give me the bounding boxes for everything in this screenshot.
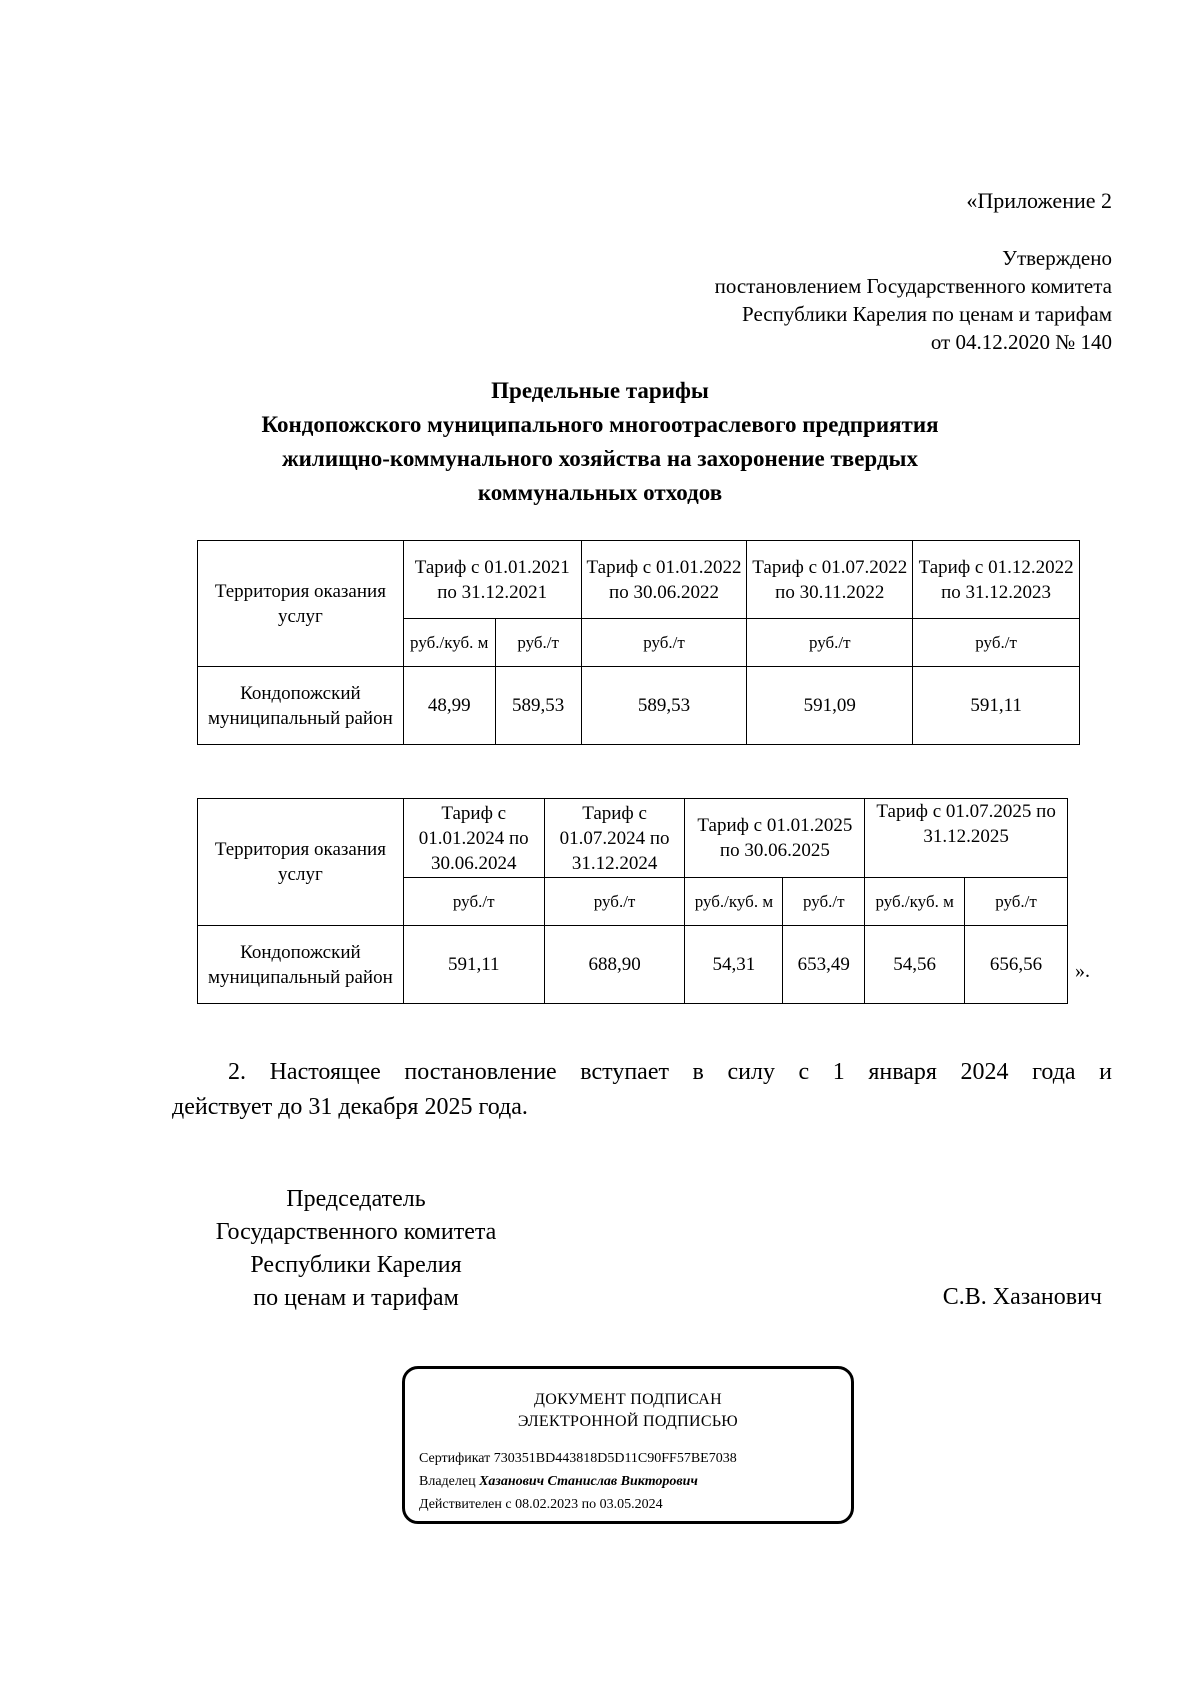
territory-header: Территория оказания услуг [198, 541, 404, 667]
paragraph-line-1: 2. Настоящее постановление вступает в силу с 1 января 2024 года и [228, 1059, 1112, 1085]
unit-header: руб./т [581, 619, 747, 667]
value-cell: 48,99 [403, 667, 495, 745]
closing-quote: ». [1075, 960, 1090, 982]
value-cell: 591,11 [913, 667, 1080, 745]
period-header: Тариф с 01.01.2025 по 30.06.2025 [685, 799, 865, 878]
table-row [198, 926, 1068, 1004]
tariff-table-1 [197, 540, 1080, 745]
stamp-owner-line [419, 1470, 851, 1493]
unit-header: руб./т [913, 619, 1080, 667]
unit-header: руб./куб. м [685, 878, 783, 926]
document-title [0, 374, 1200, 510]
period-header: Тариф с 01.12.2022 по 31.12.2023 [913, 541, 1080, 619]
approval-line-1: Утверждено [1002, 246, 1112, 270]
title-line-3: жилищно-коммунального хозяйства на захоронение твердых [282, 446, 918, 471]
value-cell: 589,53 [581, 667, 747, 745]
valid-from-value: 08.02.2023 [515, 1497, 579, 1512]
period-header: Тариф с 01.07.2024 по 31.12.2024 [544, 799, 685, 878]
territory-header: Территория оказания услуг [198, 799, 404, 926]
title-line-2: Кондопожского муниципального многоотраслевого предприятия [261, 412, 939, 437]
signatory-name: С.В. Хазанович [942, 1284, 1102, 1310]
valid-to-value: 03.05.2024 [599, 1497, 663, 1512]
period-header: Тариф с 01.07.2022 по 30.11.2022 [747, 541, 913, 619]
paragraph-2 [172, 1055, 1112, 1125]
period-header: Тариф с 01.01.2022 по 30.06.2022 [581, 541, 747, 619]
appendix-label: «Приложение 2 [966, 188, 1112, 213]
unit-header: руб./т [544, 878, 685, 926]
electronic-signature-stamp [402, 1366, 854, 1524]
approval-block [715, 244, 1112, 356]
value-cell: 653,49 [783, 926, 865, 1004]
value-cell: 54,56 [865, 926, 965, 1004]
unit-header: руб./т [965, 878, 1068, 926]
stamp-validity-line [419, 1493, 851, 1516]
signatory-position [180, 1183, 532, 1315]
period-header: Тариф с 01.01.2021 по 31.12.2021 [403, 541, 581, 619]
territory-cell: Кондопожский муниципальный район [198, 926, 404, 1004]
title-line-4: коммунальных отходов [477, 480, 723, 505]
owner-label: Владелец [419, 1474, 476, 1489]
unit-header: руб./т [495, 619, 581, 667]
stamp-details [419, 1447, 851, 1516]
unit-header: руб./куб. м [865, 878, 965, 926]
stamp-certificate-line [419, 1447, 851, 1470]
position-line-3: Республики Карелия [250, 1252, 462, 1278]
title-line-1: Предельные тарифы [491, 378, 709, 403]
stamp-header [405, 1389, 851, 1433]
certificate-value: 730351BD443818D5D11C90FF57BE7038 [493, 1451, 737, 1466]
value-cell: 591,11 [403, 926, 544, 1004]
unit-header: руб./т [403, 878, 544, 926]
certificate-label: Сертификат [419, 1451, 491, 1466]
unit-header: руб./т [783, 878, 865, 926]
period-header: Тариф с 01.01.2024 по 30.06.2024 [403, 799, 544, 878]
position-line-2: Государственного комитета [215, 1219, 497, 1245]
territory-cell: Кондопожский муниципальный район [198, 667, 404, 745]
valid-from-label: Действителен с [419, 1497, 512, 1512]
stamp-header-line-2: ЭЛЕКТРОННОЙ ПОДПИСЬЮ [517, 1413, 739, 1430]
position-line-1: Председатель [286, 1186, 426, 1212]
unit-header: руб./куб. м [403, 619, 495, 667]
period-header: Тариф с 01.07.2025 по 31.12.2025 [865, 799, 1068, 878]
value-cell: 688,90 [544, 926, 685, 1004]
value-cell: 589,53 [495, 667, 581, 745]
owner-value: Хазанович Станислав Викторович [479, 1474, 698, 1489]
stamp-header-line-1: ДОКУМЕНТ ПОДПИСАН [534, 1391, 722, 1408]
unit-header: руб./т [747, 619, 913, 667]
valid-to-label: по [581, 1497, 597, 1512]
value-cell: 54,31 [685, 926, 783, 1004]
value-cell: 591,09 [747, 667, 913, 745]
position-line-4: по ценам и тарифам [253, 1285, 459, 1311]
tariff-table-2 [197, 798, 1068, 1004]
table-row [198, 667, 1080, 745]
approval-line-2: постановлением Государственного комитета [714, 274, 1112, 298]
paragraph-line-2: действует до 31 декабря 2025 года. [172, 1094, 528, 1120]
approval-line-3: Республики Карелия по ценам и тарифам [742, 302, 1112, 326]
approval-line-4: от 04.12.2020 № 140 [930, 330, 1112, 354]
value-cell: 656,56 [965, 926, 1068, 1004]
